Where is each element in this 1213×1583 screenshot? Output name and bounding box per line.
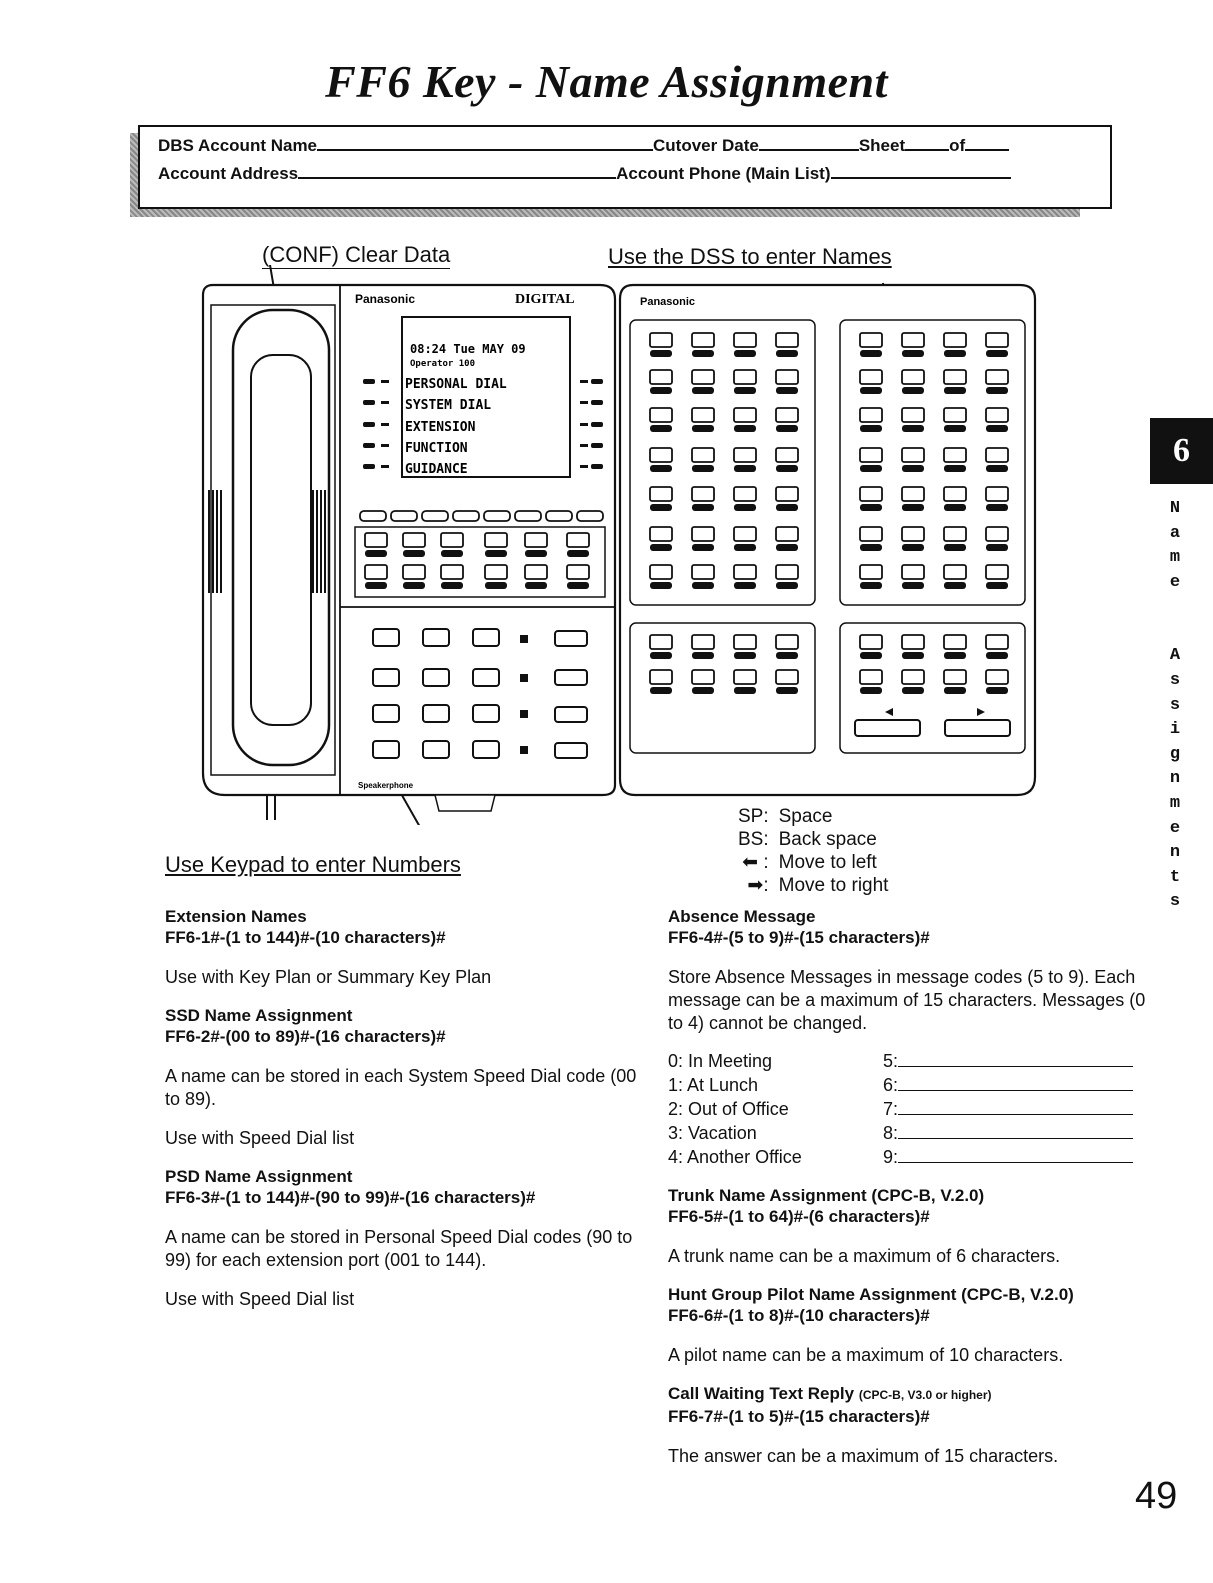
call-waiting-title-line [668, 1383, 1148, 1406]
display-menu-0: PERSONAL DIAL [405, 377, 507, 392]
keypad-caption: Use Keypad to enter Numbers [165, 852, 461, 877]
call-waiting-note: (CPC-B, V3.0 or higher) [858, 1388, 992, 1402]
page-number: 49 [1135, 1475, 1178, 1517]
message-fixed: 0: In Meeting [668, 1051, 773, 1071]
legend-desc: Space [778, 806, 833, 827]
extension-names-text: Use with Key Plan or Summary Key Plan [165, 967, 492, 987]
page-title: FF6 Key - Name Assignment [325, 56, 888, 107]
display-line1: 08:24 Tue MAY 09 [410, 342, 526, 356]
extension-names-title: Extension Names [165, 907, 307, 926]
tab-letter: n [1169, 769, 1181, 789]
left-column [165, 906, 640, 1311]
ssd-text2: Use with Speed Dial list [165, 1128, 355, 1148]
legend-key: SP: [738, 806, 769, 827]
legend-desc: Move to left [778, 852, 877, 873]
call-waiting-title: Call Waiting Text Reply [668, 1384, 855, 1403]
legend-key: ⬅ : [742, 852, 769, 873]
key-legend [738, 806, 898, 898]
legend-desc: Move to right [778, 875, 889, 896]
trunk-name-code: FF6-5#-(1 to 64)#-(6 characters)# [668, 1207, 930, 1226]
tab-letter: N [1169, 499, 1181, 518]
tab-letter: t [1169, 867, 1181, 887]
sheet-label: Sheet [858, 136, 906, 155]
legend-key: ➡: [747, 875, 769, 896]
account-header-box [138, 125, 1112, 209]
message-row [668, 1073, 1133, 1097]
brand-right: Panasonic [640, 296, 696, 308]
message-row [668, 1097, 1133, 1121]
brand-left: Panasonic [355, 292, 416, 306]
dss-caption: Use the DSS to enter Names [608, 244, 892, 269]
message-custom: 8: [883, 1121, 1133, 1145]
account-address-line [158, 163, 1011, 184]
display-menu-4: GUIDANCE [405, 462, 468, 477]
display-line2: Operator 100 [410, 359, 476, 369]
call-waiting-code: FF6-7#-(1 to 5)#-(15 characters)# [668, 1407, 930, 1426]
tab-letter: e [1169, 572, 1181, 592]
message-row [668, 1049, 1133, 1073]
legend-row [738, 875, 898, 898]
hunt-group-title: Hunt Group Pilot Name Assignment (CPC-B, V.2.0) [668, 1285, 1074, 1304]
absence-message-title: Absence Message [668, 907, 816, 926]
account-name-label: DBS Account Name [158, 136, 318, 155]
absence-message-table [668, 1049, 1133, 1169]
ssd-code: FF6-2#-(00 to 89)#-(16 characters)# [165, 1027, 446, 1046]
account-address-label: Account Address [158, 164, 299, 183]
extension-names-code: FF6-1#-(1 to 144)#-(10 characters)# [165, 928, 446, 947]
tab-letter: g [1169, 744, 1181, 764]
legend-key: BS: [738, 829, 769, 850]
hunt-group-text: A pilot name can be a maximum of 10 characters. [668, 1345, 1064, 1365]
tab-letter: m [1169, 548, 1181, 568]
tab-spacer [1160, 595, 1190, 644]
message-fixed: 1: At Lunch [668, 1075, 759, 1095]
tab-letter: s [1169, 695, 1181, 715]
dss-console [620, 285, 1035, 795]
telephone-diagram [195, 265, 1045, 825]
brand-digital: DIGITAL [515, 292, 575, 307]
tab-letter: s [1169, 670, 1181, 690]
display-menu-2: EXTENSION [405, 420, 476, 435]
psd-text2: Use with Speed Dial list [165, 1289, 355, 1309]
tab-letter: A [1169, 646, 1181, 666]
trunk-name-text: A trunk name can be a maximum of 6 characters. [668, 1246, 1061, 1266]
message-custom: 9: [883, 1145, 1133, 1169]
message-custom: 5: [883, 1049, 1133, 1073]
cutover-date-label: Cutover Date [653, 136, 759, 155]
legend-row [738, 829, 898, 852]
tab-letter: a [1169, 523, 1181, 543]
psd-title: PSD Name Assignment [165, 1167, 353, 1186]
right-column [668, 906, 1148, 1468]
conf-clear-data-caption: (CONF) Clear Data [262, 242, 451, 267]
display-menu-3: FUNCTION [405, 441, 468, 456]
message-custom: 7: [883, 1097, 1133, 1121]
message-fixed: 3: Vacation [668, 1123, 757, 1143]
legend-desc: Back space [778, 829, 877, 850]
absence-message-text: Store Absence Messages in message codes (5 to 9). Each message can be a maximum of 15 characters. Messages (0 to 4) cannot be changed. [668, 967, 1146, 1033]
message-row [668, 1145, 1133, 1169]
psd-text1: A name can be stored in Personal Speed Dial codes (90 to 99) for each extension port (001 to 144). [165, 1227, 633, 1270]
sheet-of-label: of [949, 136, 966, 155]
chapter-vertical-label [1160, 497, 1190, 915]
account-phone-label: Account Phone (Main List) [616, 164, 831, 183]
message-custom: 6: [883, 1073, 1133, 1097]
call-waiting-text: The answer can be a maximum of 15 characters. [668, 1446, 1059, 1466]
tab-letter: m [1169, 793, 1181, 813]
ssd-title: SSD Name Assignment [165, 1006, 353, 1025]
hunt-group-code: FF6-6#-(1 to 8)#-(10 characters)# [668, 1306, 930, 1325]
tab-letter: e [1169, 818, 1181, 838]
tab-letter: i [1169, 720, 1181, 740]
legend-row [738, 852, 898, 875]
ssd-text1: A name can be stored in each System Speed Dial code (00 to 89). [165, 1066, 637, 1109]
message-fixed: 4: Another Office [668, 1147, 802, 1167]
chapter-tab: 6 [1150, 418, 1213, 484]
message-fixed: 2: Out of Office [668, 1099, 789, 1119]
tab-letter: n [1169, 843, 1181, 863]
message-row [668, 1121, 1133, 1145]
tab-letter: s [1169, 892, 1181, 912]
absence-message-code: FF6-4#-(5 to 9)#-(15 characters)# [668, 928, 930, 947]
trunk-name-title: Trunk Name Assignment (CPC-B, V.2.0) [668, 1186, 985, 1205]
account-name-line [158, 135, 1009, 156]
display-menu-1: SYSTEM DIAL [405, 398, 492, 413]
psd-code: FF6-3#-(1 to 144)#-(90 to 99)#-(16 characters)# [165, 1188, 536, 1207]
legend-row [738, 806, 898, 829]
speakerphone-label: Speakerphone [358, 781, 414, 790]
